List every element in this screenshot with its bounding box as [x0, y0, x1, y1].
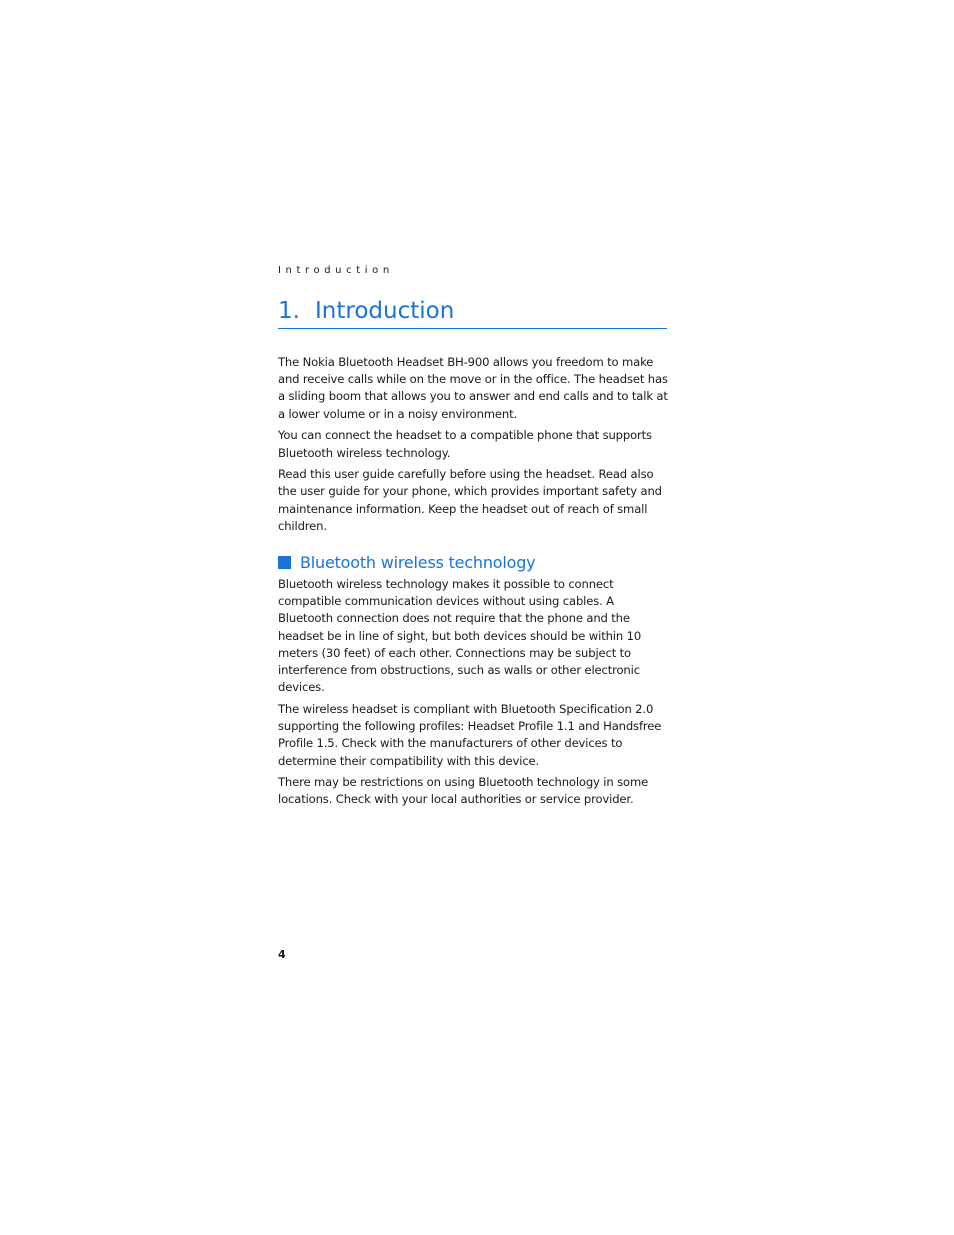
chapter-number: 1.	[278, 298, 300, 324]
intro-paragraph: Read this user guide carefully before using the headset. Read also the user guide for your phone, which provides important safety and maintenance information. Keep the headset out of reach of small children.	[278, 467, 662, 533]
section-paragraph: The wireless headset is compliant with Bluetooth Specification 2.0 supporting the following profiles: Headset Profile 1.1 and Handsfree Profile 1.5. Check with the manufacturers of other devices to determine their compatibility with this device.	[278, 701, 662, 768]
square-bullet-icon	[278, 556, 291, 569]
section-heading	[278, 552, 670, 574]
page-content	[278, 354, 670, 813]
chapter-title: Introduction	[315, 298, 455, 324]
running-header: Introduction	[278, 265, 394, 276]
intro-paragraph: The Nokia Bluetooth Headset BH-900 allows you freedom to make and receive calls while on the move or in the office. The headset has a sliding boom that allows you to answer and end calls and to talk at a lower volume or in a noisy environment.	[278, 355, 668, 421]
section-paragraph: There may be restrictions on using Bluetooth technology in some locations. Check with your local authorities or service provider.	[278, 775, 649, 807]
intro-paragraph: You can connect the headset to a compatible phone that supports Bluetooth wireless technology.	[278, 428, 652, 460]
section-title: Bluetooth wireless technology	[300, 553, 536, 573]
chapter-heading	[278, 296, 667, 329]
page-number: 4	[278, 948, 286, 961]
section-paragraph: Bluetooth wireless technology makes it possible to connect compatible communication devices without using cables. A Bluetooth connection does not require that the phone and the headset be in line of sight, but both devices should be within 10 meters (30 feet) of each other. Connections may be subject to interference from obstructions, such as walls or other electronic devices.	[278, 577, 642, 695]
